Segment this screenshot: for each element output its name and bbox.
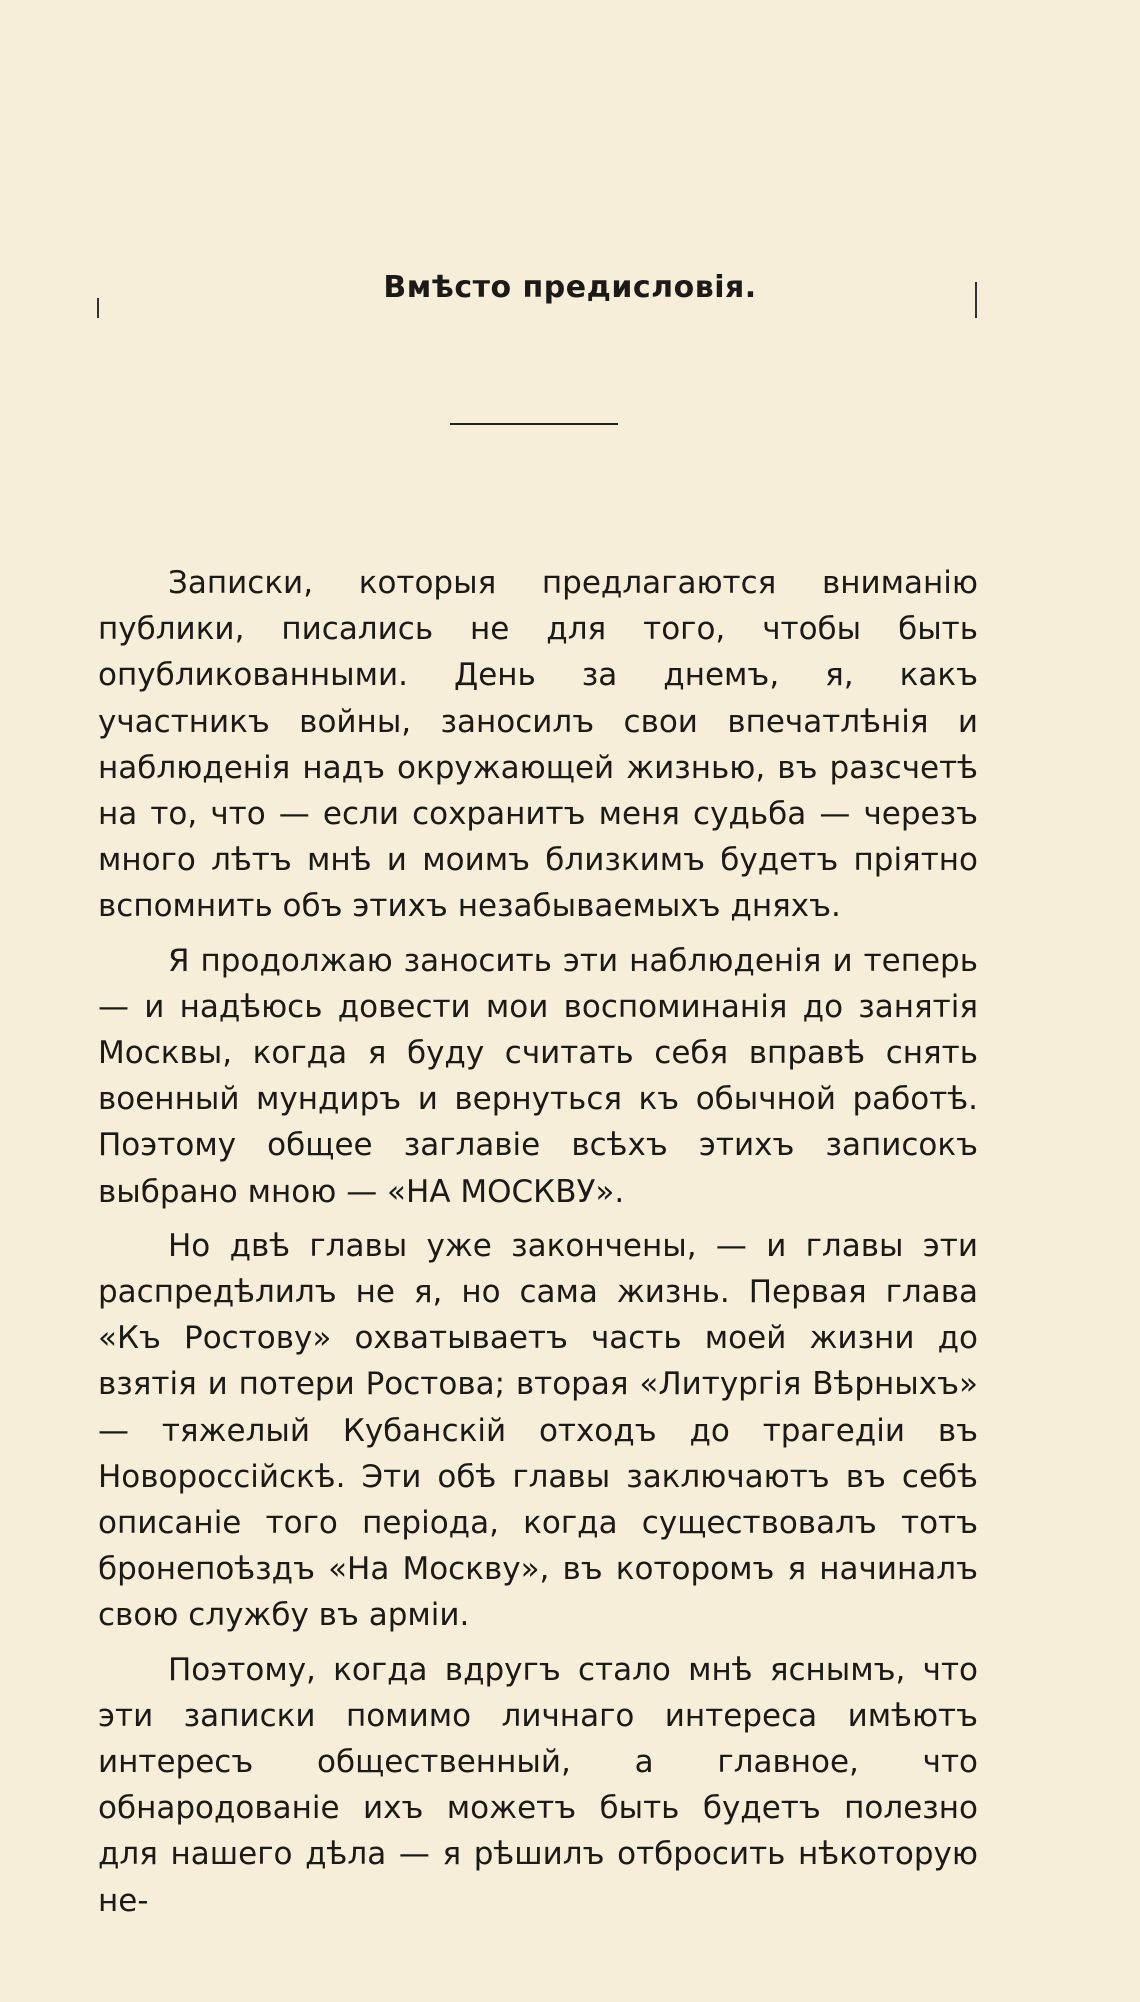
margin-mark-left <box>97 298 99 318</box>
paragraph-2: Я продолжаю заносить эти наблюденія и теперь — и надѣюсь довести мои воспоминанія до занятія Москвы, когда я буду считать себя вправѣ снять военный мундиръ и вернуться къ обычной работѣ. Поэтому общее заглавіе всѣхъ этихъ записокъ выбрано мною — «НА МОСКВУ». <box>98 942 978 1210</box>
body-text <box>98 560 978 1932</box>
page-title: Вмѣсто предисловія. <box>383 270 757 305</box>
paragraph-3: Но двѣ главы уже закончены, — и главы эти распредѣлилъ не я, но сама жизнь. Первая глава «Къ Ростову» охватываетъ часть моей жизни до взятія и потери Ростова; вторая «Литургія Вѣрныхъ» — тяжелый Кубанскій отходъ до трагедіи въ Новороссійскѣ. Эти обѣ главы заключаютъ въ себѣ описаніе того періода, когда существовалъ тотъ бронепоѣздъ «На Москву», въ которомъ я начиналъ свою службу въ арміи. <box>98 1227 978 1634</box>
title-divider <box>450 423 618 425</box>
paragraph-4: Поэтому, когда вдругъ стало мнѣ яснымъ, что эти записки помимо личнаго интереса имѣютъ интересъ общественный, а главное, что обнародованіе ихъ можетъ быть будетъ полезно для нашего дѣла — я рѣшилъ отбросить нѣкоторую не- <box>98 1651 978 1919</box>
margin-mark-right <box>975 282 977 318</box>
paragraph-1: Записки, которыя предлагаются вниманію публики, писались не для того, чтобы быть опубликованными. День за днемъ, я, какъ участникъ войны, заносилъ свои впечатлѣнія и наблюденія надъ окружающей жизнью, въ разсчетѣ на то, что — если сохранитъ меня судьба — черезъ много лѣтъ мнѣ и моимъ близкимъ будетъ пріятно вспомнить объ этихъ незабываемыхъ дняхъ. <box>98 565 978 925</box>
